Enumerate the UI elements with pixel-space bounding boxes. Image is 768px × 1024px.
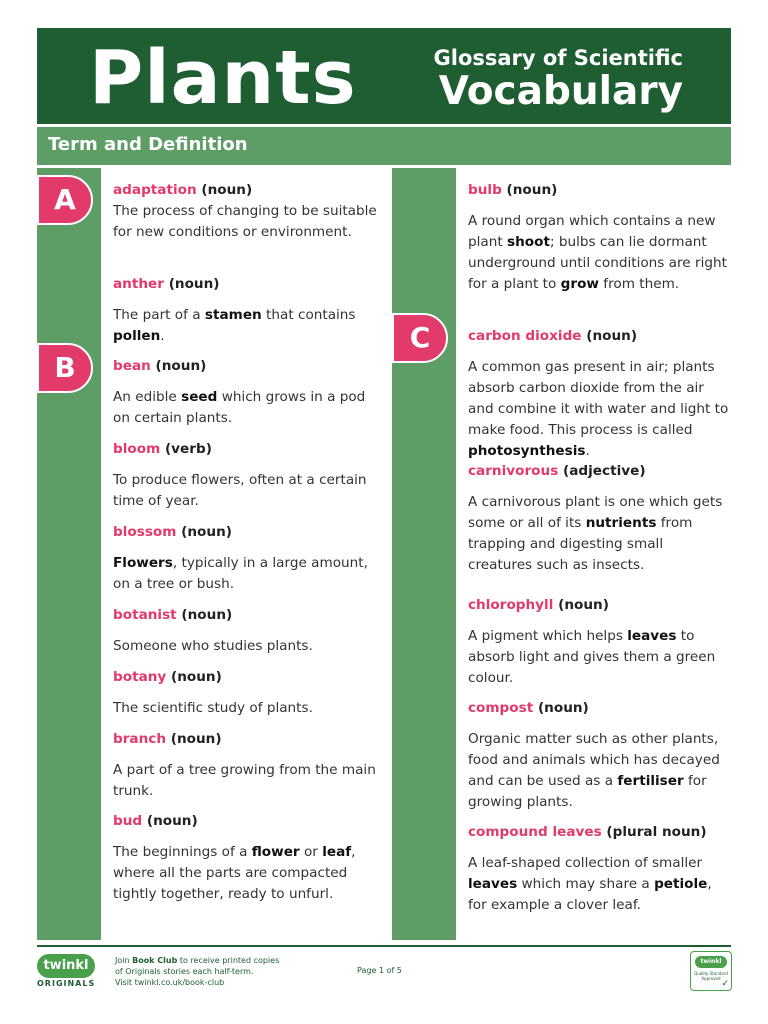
part-of-speech: (noun) — [170, 731, 222, 747]
keyword: petiole — [654, 876, 708, 892]
glossary-term-line — [113, 605, 383, 626]
quality-badge — [690, 951, 732, 991]
glossary-entry — [113, 356, 383, 429]
glossary-definition — [468, 357, 730, 462]
keyword: photosynthesis — [468, 443, 586, 459]
definition-text: . — [585, 443, 590, 459]
glossary-definition — [113, 387, 383, 429]
part-of-speech: (verb) — [164, 441, 212, 457]
letter-tab-c: C — [392, 313, 448, 363]
part-of-speech: (noun) — [181, 524, 232, 540]
promo-post: to receive printed copies — [177, 956, 280, 965]
section-bar — [37, 127, 731, 165]
part-of-speech: (noun) — [146, 813, 198, 829]
promo-pre: Join — [115, 956, 133, 965]
definition-text: to absorb light and gives them a green colour. — [468, 628, 716, 686]
glossary-definition — [113, 553, 383, 595]
left-column-stripe — [37, 168, 101, 940]
definition-text: A leaf-shaped collection of smaller — [468, 855, 703, 871]
definition-text: A pigment which helps — [468, 628, 628, 644]
definition-text: The scientific study of plants. — [113, 700, 313, 716]
glossary-definition — [468, 626, 730, 689]
definition-text: from them. — [598, 276, 680, 292]
page-number: Page 1 of 5 — [357, 966, 402, 975]
keyword: shoot — [507, 234, 550, 250]
badge-subtitle: Quality Standard Approved — [694, 971, 728, 981]
definition-text: which grows in a pod on certain plants. — [113, 389, 366, 426]
promo-book-club: Book Club — [132, 956, 178, 965]
section-bar-label: Term and Definition — [48, 134, 248, 155]
glossary-entry — [468, 698, 730, 813]
glossary-term-line — [113, 274, 383, 295]
part-of-speech: (noun) — [537, 700, 589, 716]
keyword: leaf — [322, 844, 352, 860]
promo-line-3: Visit twinkl.co.uk/book-club — [115, 978, 225, 987]
definition-text: , typically in a large amount, on a tree or bush. — [113, 555, 368, 592]
part-of-speech: (noun) — [558, 597, 609, 613]
definition-text: for growing plants. — [468, 773, 707, 810]
glossary-definition — [468, 729, 730, 813]
glossary-term: branch — [113, 731, 167, 747]
definition-text: A carnivorous plant is one which gets some or all of its — [468, 494, 723, 531]
glossary-entry — [468, 822, 730, 916]
glossary-term-line — [468, 698, 730, 719]
glossary-term-line — [113, 439, 383, 460]
keyword: leaves — [468, 876, 518, 892]
keyword: nutrients — [585, 515, 657, 531]
definition-text: To produce flowers, often at a certain time of year. — [113, 472, 367, 509]
glossary-term-line — [113, 667, 383, 688]
page-title: Plants — [89, 35, 357, 121]
part-of-speech: (plural noun) — [606, 824, 707, 840]
glossary-term: adaptation — [113, 182, 197, 198]
glossary-definition — [113, 842, 383, 905]
glossary-definition — [113, 636, 383, 657]
definition-text: . — [160, 328, 165, 344]
glossary-entry — [113, 667, 383, 719]
glossary-entry — [113, 274, 383, 347]
keyword: pollen — [113, 328, 161, 344]
badge-title: twinkl — [695, 956, 727, 968]
glossary-entry — [468, 461, 730, 576]
glossary-definition — [113, 470, 383, 512]
part-of-speech: (noun) — [171, 669, 222, 685]
glossary-term-line — [468, 461, 730, 482]
part-of-speech: (noun) — [506, 182, 558, 198]
twinkl-originals-logo — [37, 954, 95, 992]
definition-text: ; bulbs can lie dormant underground until conditions are right for a plant to — [468, 234, 727, 292]
glossary-term: bud — [113, 813, 143, 829]
part-of-speech: (noun) — [155, 358, 207, 374]
letter-tab-b: B — [37, 343, 93, 393]
glossary-entry — [468, 180, 730, 295]
keyword: leaves — [627, 628, 677, 644]
definition-text: The beginnings of a — [113, 844, 252, 860]
glossary-definition — [113, 698, 383, 719]
page-subtitle-top: Glossary of Scientific — [433, 46, 683, 70]
keyword: grow — [560, 276, 599, 292]
glossary-entry — [468, 326, 730, 462]
glossary-term-line — [113, 356, 383, 377]
keyword: stamen — [204, 307, 262, 323]
part-of-speech: (adjective) — [563, 463, 646, 479]
definition-text: An edible — [113, 389, 182, 405]
part-of-speech: (noun) — [201, 182, 253, 198]
glossary-term-line — [113, 180, 383, 201]
glossary-term-line — [113, 729, 383, 750]
definition-text: that contains — [261, 307, 356, 323]
part-of-speech: (noun) — [586, 328, 638, 344]
part-of-speech: (noun) — [181, 607, 233, 623]
definition-text: Organic matter such as other plants, food and animals which has decayed and can be used as a — [468, 731, 720, 789]
glossary-term: botanist — [113, 607, 177, 623]
keyword: fertiliser — [617, 773, 684, 789]
glossary-definition — [468, 853, 730, 916]
glossary-term: bean — [113, 358, 151, 374]
glossary-term: compost — [468, 700, 534, 716]
keyword: flower — [251, 844, 300, 860]
footer-divider — [37, 945, 731, 947]
definition-text: , for example a clover leaf. — [468, 876, 712, 913]
glossary-definition — [468, 211, 730, 295]
promo-line-2: of Originals stories each half-term. — [115, 967, 254, 976]
logo-subtext: ORIGINALS — [37, 979, 96, 988]
glossary-term-line — [113, 522, 383, 543]
glossary-entry — [113, 729, 383, 802]
keyword: Flowers — [113, 555, 173, 571]
part-of-speech: (noun) — [168, 276, 220, 292]
glossary-term: botany — [113, 669, 167, 685]
definition-text: from trapping and digesting small creatures such as insects. — [468, 515, 693, 573]
definition-text: which may share a — [517, 876, 655, 892]
glossary-term-line — [468, 822, 730, 843]
glossary-term: bulb — [468, 182, 502, 198]
logo-text: twinkl — [37, 954, 95, 978]
right-column-stripe — [392, 168, 456, 940]
glossary-term: chlorophyll — [468, 597, 554, 613]
page-subtitle-bottom: Vocabulary — [438, 69, 683, 114]
glossary-definition — [113, 760, 383, 802]
glossary-entry — [113, 605, 383, 657]
glossary-entry — [113, 522, 383, 595]
glossary-term: carnivorous — [468, 463, 559, 479]
glossary-entry — [113, 180, 383, 243]
glossary-term: bloom — [113, 441, 161, 457]
glossary-term: blossom — [113, 524, 177, 540]
definition-text: The part of a — [113, 307, 205, 323]
keyword: seed — [181, 389, 218, 405]
glossary-entry — [113, 439, 383, 512]
footer-promo — [115, 955, 279, 988]
glossary-definition — [113, 201, 383, 243]
glossary-term-line — [468, 595, 730, 616]
glossary-entry — [468, 595, 730, 689]
glossary-entry — [113, 811, 383, 905]
glossary-term-line — [113, 811, 383, 832]
glossary-term-line — [468, 326, 730, 347]
definition-text: , where all the parts are compacted tightly together, ready to unfurl. — [113, 844, 356, 902]
glossary-term: carbon dioxide — [468, 328, 582, 344]
glossary-definition — [113, 305, 383, 347]
page-header — [37, 28, 731, 124]
letter-tab-a: A — [37, 175, 93, 225]
glossary-definition — [468, 492, 730, 576]
definition-text: A round organ which contains a new plant — [468, 213, 716, 250]
definition-text: or — [299, 844, 323, 860]
glossary-term-line — [468, 180, 730, 201]
definition-text: A part of a tree growing from the main trunk. — [113, 762, 376, 799]
check-icon: ✓ — [721, 979, 729, 989]
glossary-term: anther — [113, 276, 164, 292]
glossary-term: compound leaves — [468, 824, 602, 840]
definition-text: A common gas present in air; plants absorb carbon dioxide from the air and combine it with water and light to make food. This process is called — [468, 359, 729, 438]
definition-text: The process of changing to be suitable for new conditions or environment. — [113, 203, 377, 240]
definition-text: Someone who studies plants. — [113, 638, 313, 654]
